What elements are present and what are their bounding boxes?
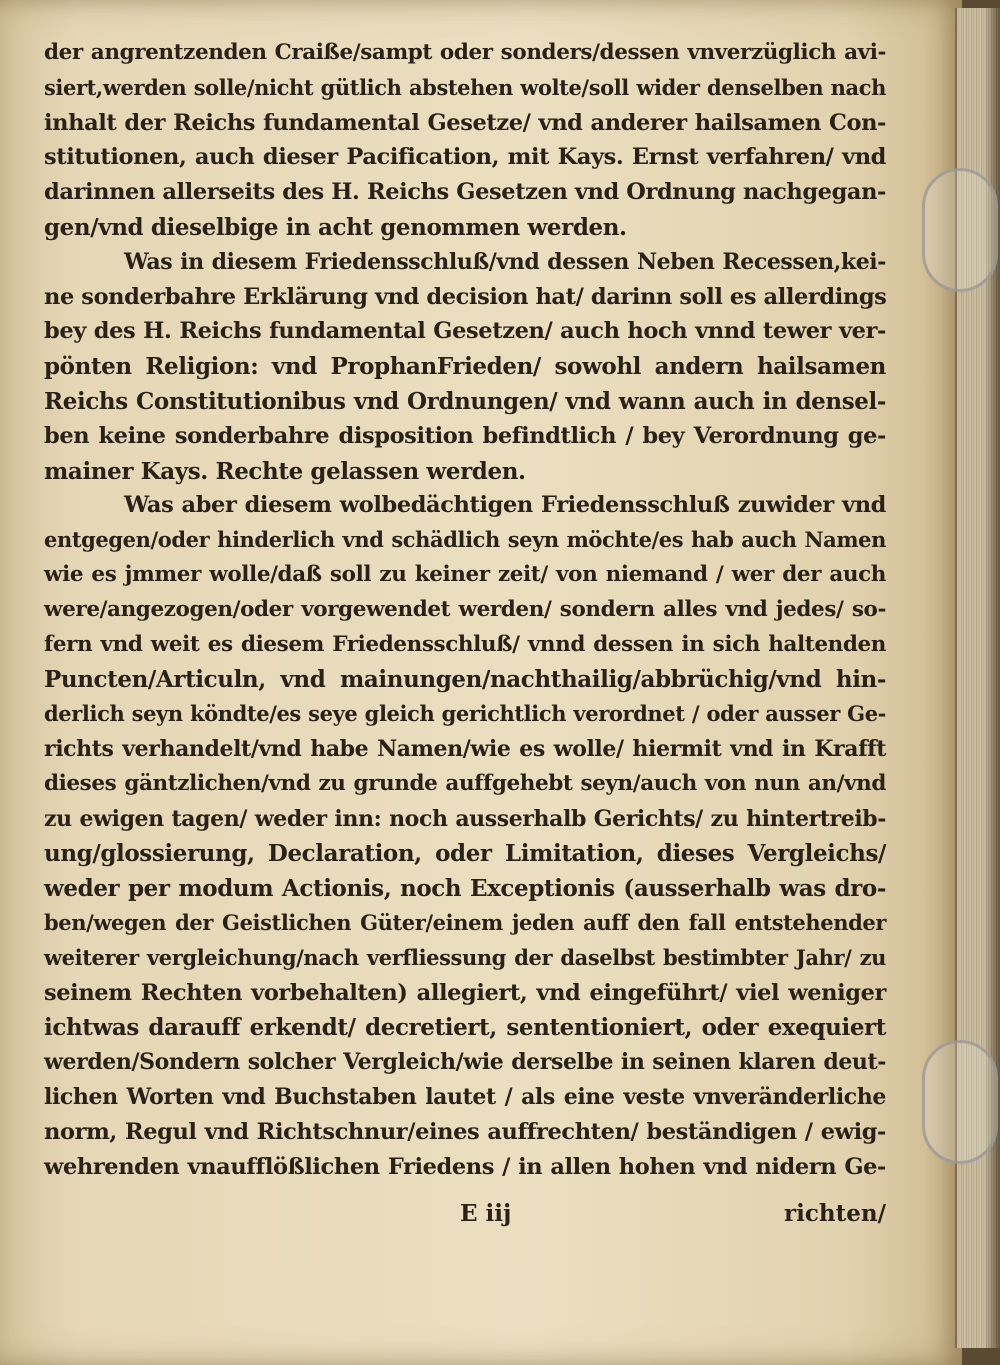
text-line: siert,werden solle/nicht gütlich abstehen wolte/soll wider denselben nach: [44, 74, 886, 100]
text-line: Reichs Constitutionibus vnd Ordnungen/ vnd wann auch in densel-: [44, 387, 886, 415]
page-clip-top: [922, 168, 998, 292]
text-line: weiterer vergleichung/nach verfliessung der daselbst bestimbter Jahr/ zu: [44, 944, 886, 970]
paragraph-start: Was aber diesem wolbedächtigen Friedensschluß zuwider vnd: [124, 492, 886, 519]
text-line: wie es jmmer wolle/daß soll zu keiner zeit/ von niemand / wer der auch: [44, 561, 886, 587]
text-line: der angrentzenden Craiße/sampt oder sonders/dessen vnverzüglich avi-: [44, 40, 886, 65]
text-line: ung/glossierung, Declaration, oder Limitation, dieses Vergleichs/: [44, 840, 886, 868]
text-line: werden/Sondern solcher Vergleich/wie derselbe in seinen klaren deut-: [44, 1049, 886, 1076]
text-line: dieses gäntzlichen/vnd zu grunde auffgehebt seyn/auch von nun an/vnd: [44, 770, 886, 796]
text-line: wehrenden vnaufflößlichen Friedens / in allen hohen vnd nidern Ge-: [44, 1153, 886, 1180]
page-footer: [44, 1200, 886, 1240]
catchword: richten/: [784, 1200, 886, 1227]
text-line: darinnen allerseits des H. Reichs Gesetzen vnd Ordnung nachgegan-: [44, 179, 886, 206]
text-line: zu ewigen tagen/ weder inn: noch ausserhalb Gerichts/ zu hintertreib-: [44, 805, 886, 832]
body-text: [44, 40, 886, 1188]
text-line: seinem Rechten vorbehalten) allegiert, vnd eingeführt/ viel weniger: [44, 979, 886, 1006]
page-clip-bottom: [922, 1040, 998, 1164]
text-line: ben/wegen der Geistlichen Güter/einem jeden auff den fall entstehender: [44, 909, 886, 935]
text-line: were/angezogen/oder vorgewendet werden/ sondern alles vnd jedes/ so-: [44, 596, 886, 622]
text-line: lichen Worten vnd Buchstaben lautet / als eine veste vnveränderliche: [44, 1083, 886, 1110]
text-line: mainer Kays. Rechte gelassen werden.: [44, 457, 526, 485]
paragraph-start: Was in diesem Friedensschluß/vnd dessen Neben Recessen,kei-: [124, 248, 886, 275]
text-line: norm, Regul vnd Richtschnur/eines auffrechten/ beständigen / ewig-: [44, 1118, 886, 1145]
text-line: ne sonderbahre Erklärung vnd decision hat/ darinn soll es allerdings: [44, 283, 887, 310]
text-line: bey des H. Reichs fundamental Gesetzen/ auch hoch vnnd tewer ver-: [44, 318, 886, 345]
text-line: fern vnd weit es diesem Friedensschluß/ vnnd dessen in sich haltenden: [44, 631, 886, 657]
text-line: inhalt der Reichs fundamental Gesetze/ vnd anderer hailsamen Con-: [44, 109, 886, 136]
text-line: Puncten/Articuln, vnd mainungen/nachthailig/abbrüchig/vnd hin-: [44, 666, 886, 694]
text-line: weder per modum Actionis, noch Exceptionis (ausserhalb was dro-: [44, 875, 886, 903]
text-line: ichtwas darauff erkendt/ decretiert, sententioniert, oder exequiert: [44, 1014, 886, 1042]
signature-mark: E iij: [460, 1200, 512, 1227]
text-line: entgegen/oder hinderlich vnd schädlich seyn möchte/es hab auch Namen: [44, 527, 886, 553]
text-line: gen/vnd dieselbige in acht genommen werden.: [44, 213, 627, 241]
text-line: derlich seyn köndte/es seye gleich gerichtlich verordnet / oder ausser Ge-: [44, 701, 886, 727]
text-line: ben keine sonderbahre disposition befindtlich / bey Verordnung ge-: [44, 422, 886, 449]
text-line: pönten Religion: vnd ProphanFrieden/ sowohl andern hailsamen: [44, 353, 886, 381]
text-line: stitutionen, auch dieser Pacification, mit Kays. Ernst verfahren/ vnd: [44, 144, 886, 171]
text-line: richts verhandelt/vnd habe Namen/wie es wolle/ hiermit vnd in Krafft: [44, 735, 886, 762]
